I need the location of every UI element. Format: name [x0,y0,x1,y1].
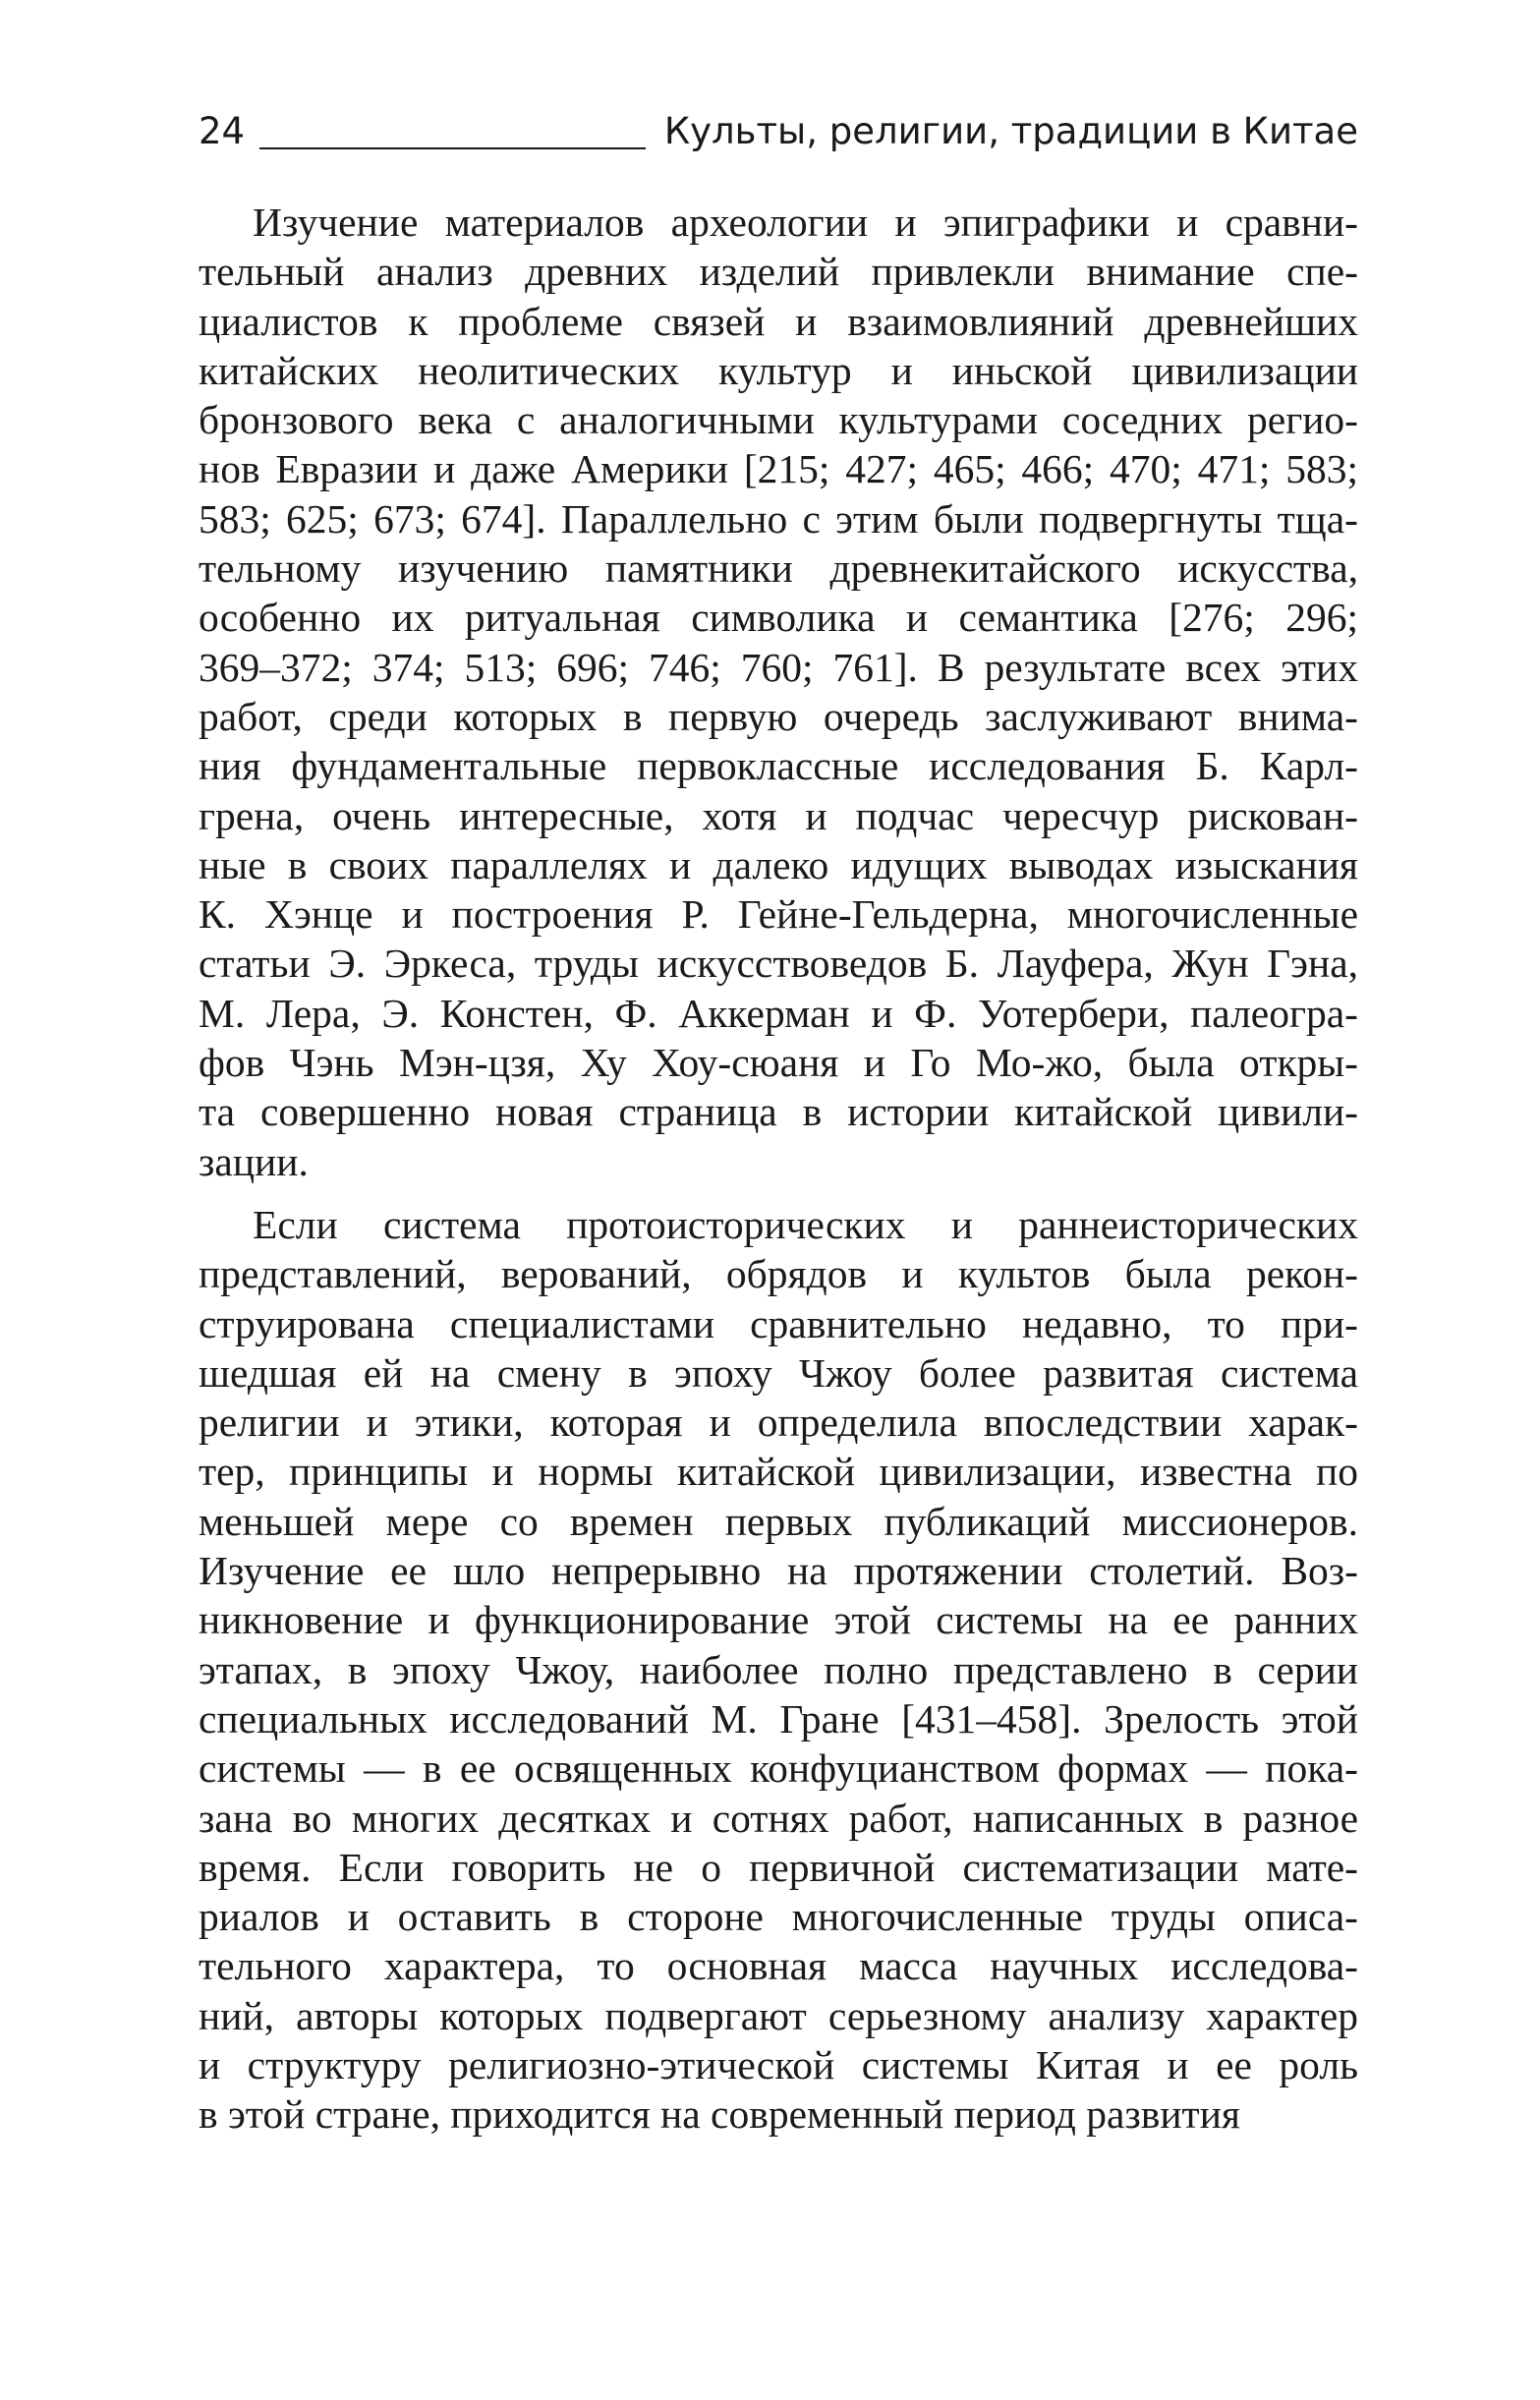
text-line: представлений, верований, обрядов и культов была рекон- [199,1251,1358,1297]
text-line: тельного характера, то основная масса научных исследова- [199,1943,1358,1989]
text-line: меньшей мере со времен первых публикаций миссионеров. [199,1498,1358,1544]
page-header [199,106,1358,157]
text-line: системы — в ее освященных конфуцианством формах — пока- [199,1745,1358,1792]
text-line: Изучение материалов археологии и эпиграфики и сравни- [253,200,1358,245]
text-line: Изучение ее шло непрерывно на протяжении столетий. Воз- [199,1548,1358,1594]
text-line: китайских неолитических культур и иньской цивилизации [199,347,1358,393]
text-line: 583; 625; 673; 674]. Параллельно с этим были подвергнуты тща- [199,495,1358,542]
text-line: риалов и оставить в стороне многочисленные труды описа- [199,1894,1358,1940]
paragraph-gap [199,1186,1358,1200]
text-line: ний, авторы которых подвергают серьезному анализу характер [199,1992,1358,2038]
text-line: статьи Э. Эркеса, труды искусствоведов Б. Лауфера, Жун Гэна, [199,941,1358,987]
text-line: особенно их ритуальная символика и семантика [276; 296; [199,595,1358,641]
text-line: и структуру религиозно-этической системы Китая и ее роль [199,2041,1358,2087]
text-line: ния фундаментальные первоклассные исследования Б. Карл- [199,743,1358,789]
text-line: струирована специалистами сравнительно недавно, то при- [199,1300,1358,1346]
text-line: 369–372; 374; 513; 696; 746; 760; 761]. В результате всех этих [199,644,1358,690]
text-line: шедшая ей на смену в эпоху Чжоу более развитая система [199,1349,1358,1396]
text-line: в этой стране, приходится на современный период развития [199,2091,1240,2138]
text-line: тер, принципы и нормы китайской цивилизации, известна по [199,1449,1358,1495]
text-line: бронзового века с аналогичными культурами соседних регио- [199,397,1358,443]
text-line: фов Чэнь Мэн-цзя, Ху Хоу-сюаня и Го Мо-жо, была откры- [199,1040,1358,1086]
text-line: тельный анализ древних изделий привлекли внимание спе- [199,249,1358,295]
text-line: работ, среди которых в первую очередь заслуживают внима- [199,693,1358,739]
text-line: тельному изучению памятники древнекитайского искусства, [199,545,1358,592]
text-line: грена, очень интересные, хотя и подчас чересчур рискован- [199,792,1358,838]
text-line: ные в своих параллелях и далеко идущих выводах изыскания [199,841,1358,887]
text-line: этапах, в эпоху Чжоу, наиболее полно представлено в серии [199,1646,1358,1692]
text-line: зана во многих десятках и сотнях работ, написанных в разное [199,1795,1358,1841]
running-title: Культы, религии, традиции в Китае [663,110,1358,152]
page-number: 24 [199,110,246,152]
header-rule [259,147,646,149]
text-line: нов Евразии и даже Америки [215; 427; 465; 466; 470; 471; 583; [199,446,1358,492]
text-line: религии и этики, которая и определила впоследствии харак- [199,1400,1358,1446]
text-line: никновение и функционирование этой системы на ее ранних [199,1597,1358,1643]
text-line: К. Хэнце и построения Р. Гейне-Гельдерна, многочисленные [199,891,1358,938]
text-line: та совершенно новая страница в истории китайской цивили- [199,1089,1358,1135]
text-line: время. Если говорить не о первичной систематизации мате- [199,1844,1358,1890]
text-line: М. Лера, Э. Констен, Ф. Аккерман и Ф. Уотербери, палеогра- [199,990,1358,1036]
text-line: зации. [199,1138,309,1184]
text-line: Если система протоисторических и раннеисторических [253,1201,1358,1247]
text-line: циалистов к проблеме связей и взаимовлияний древнейших [199,298,1358,344]
body-text [199,198,1358,2140]
text-line: специальных исследований М. Гране [431–458]. Зрелость этой [199,1695,1358,1742]
